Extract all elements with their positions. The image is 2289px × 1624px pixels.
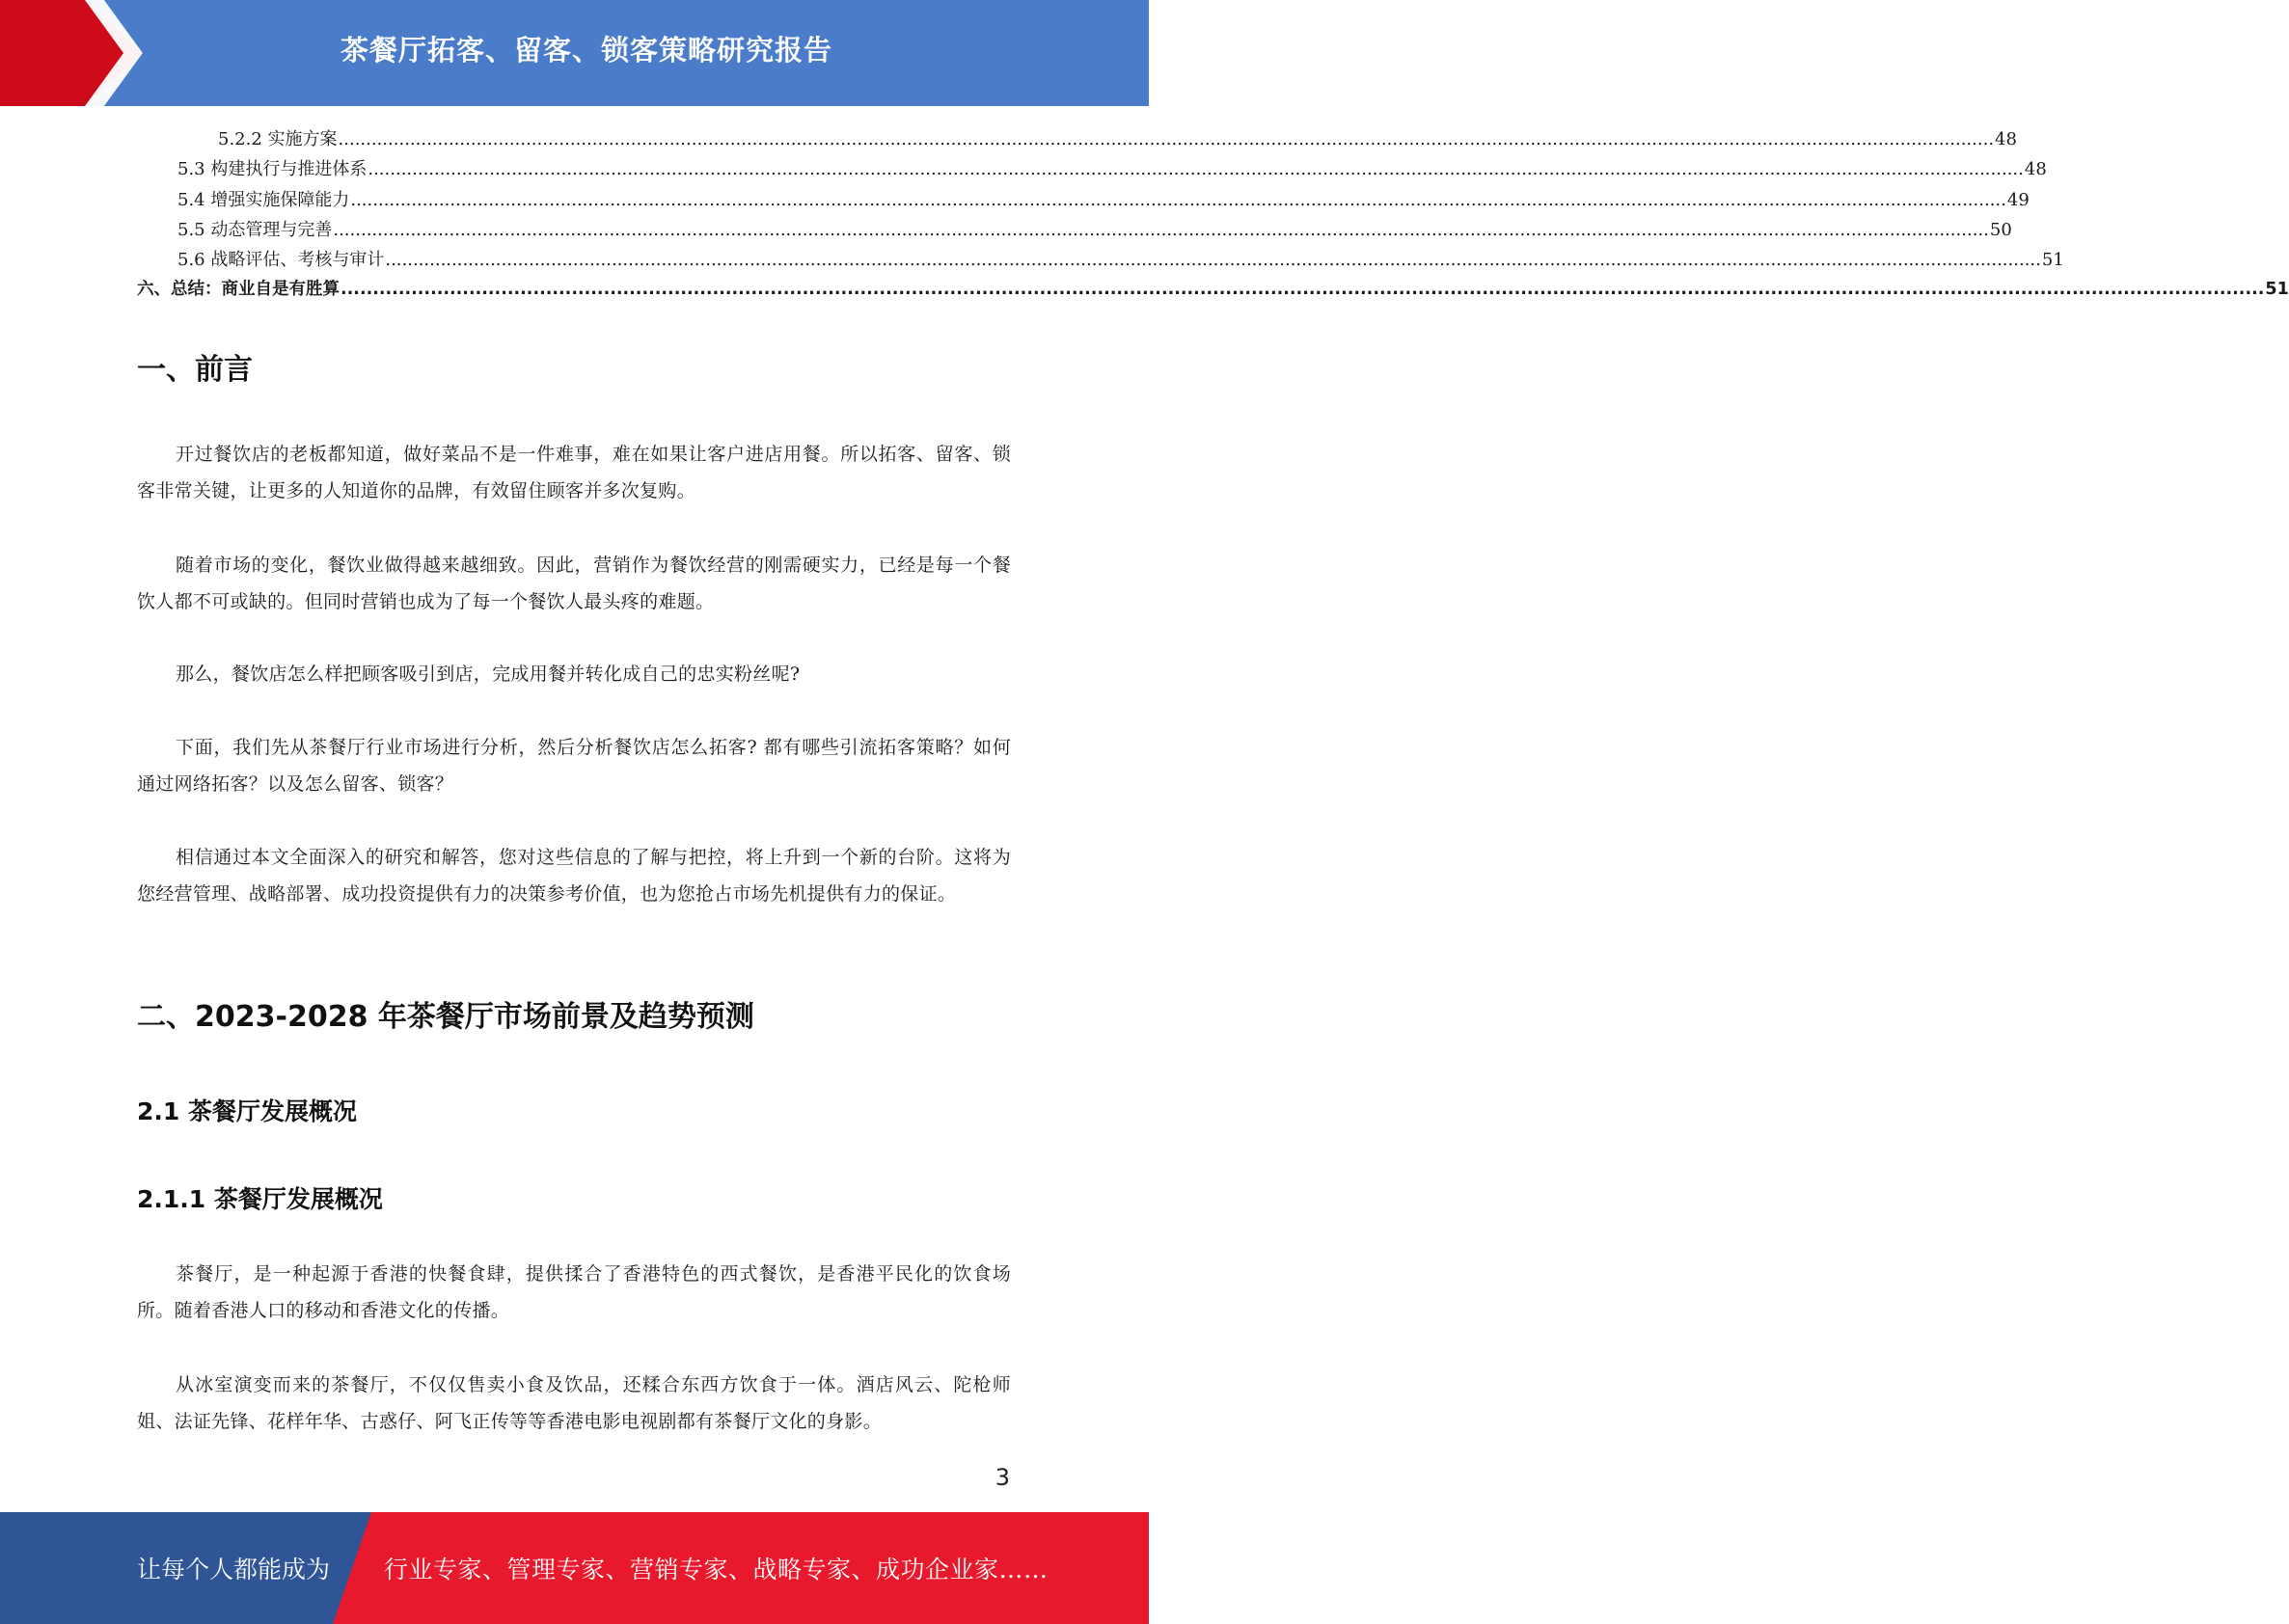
preface-paragraph-5: 相信通过本文全面深入的研究和解答，您对这些信息的了解与把控，将上升到一个新的台阶。这将为您经营管理、战略部署、成功投资提供有力的决策参考价值，也为您抢占市场先机提供有力的保证。 (137, 847, 1011, 905)
toc-entry-page: 48 (2024, 159, 2047, 180)
toc-entry-page: 49 (2006, 189, 2030, 210)
toc-leader-dots: ............................................................................................................................................................................................................................................................................................................ (350, 189, 2006, 210)
toc-entry-page: 50 (1989, 219, 2012, 240)
toc-entry[interactable] (137, 216, 2012, 246)
toc-entry-page: 51 (2265, 280, 2289, 300)
toc-entry-label: 5.3 构建执行与推进体系 (177, 159, 368, 180)
toc-entry-page: 48 (1995, 129, 2017, 149)
subsection-heading-2-1-1: 2.1.1 茶餐厅发展概况 (137, 1185, 383, 1213)
toc-leader-dots: ............................................................................................................................................................................................................................................................................................................ (385, 250, 2041, 271)
toc-leader-dots: ............................................................................................................................................................................................................................................................................................................ (368, 159, 2024, 180)
toc-entry[interactable] (137, 155, 2047, 185)
toc-entry-label: 六、总结：商业自是有胜算 (137, 280, 340, 300)
toc-entry-label: 5.6 战略评估、考核与审计 (177, 250, 385, 271)
toc-entry-label: 5.5 动态管理与完善 (177, 219, 333, 240)
subsection-heading-2-1: 2.1 茶餐厅发展概况 (137, 1097, 357, 1125)
toc-leader-dots: ............................................................................................................................................................................................................................................................................................................ (333, 219, 1989, 240)
page-footer (0, 1512, 1149, 1624)
preface-paragraph-4: 下面，我们先从茶餐厅行业市场进行分析，然后分析餐饮店怎么拓客? 都有哪些引流拓客策略？如何通过网络拓客？以及怎么留客、锁客？ (137, 737, 1011, 795)
preface-paragraph-3: 那么，餐饮店怎么样把顾客吸引到店，完成用餐并转化成自己的忠实粉丝呢? (176, 663, 801, 685)
table-of-contents (137, 125, 2289, 307)
footer-slogan-right: 行业专家、管理专家、营销专家、战略专家、成功企业家…… (384, 1556, 1049, 1583)
toc-entry[interactable] (137, 276, 2289, 306)
toc-entry[interactable] (137, 246, 2064, 276)
page-header (0, 0, 1149, 106)
section-heading-preface: 一、前言 (137, 353, 253, 387)
footer-slogan-left: 让每个人都能成为 (137, 1556, 331, 1583)
toc-entry[interactable] (137, 186, 2030, 216)
preface-paragraph-2: 随着市场的变化，餐饮业做得越来越细致。因此，营销作为餐饮经营的刚需硬实力，已经是每一个餐饮人都不可或缺的。但同时营销也成为了每一个餐饮人最头疼的难题。 (137, 555, 1011, 612)
toc-leader-dots: ............................................................................................................................................................................................................................................................................................................ (338, 129, 1995, 149)
document-title: 茶餐厅拓客、留客、锁客策略研究报告 (340, 33, 832, 67)
preface-paragraph-1: 开过餐饮店的老板都知道，做好菜品不是一件难事，难在如果让客户进店用餐。所以拓客、留客、锁客非常关键，让更多的人知道你的品牌，有效留住顾客并多次复购。 (137, 444, 1011, 501)
overview-paragraph-1: 茶餐厅，是一种起源于香港的快餐食肆，提供揉合了香港特色的西式餐饮，是香港平民化的饮食场所。随着香港人口的移动和香港文化的传播。 (137, 1263, 1011, 1321)
overview-paragraph-2: 从冰室演变而来的茶餐厅，不仅仅售卖小食及饮品，还糅合东西方饮食于一体。酒店风云、陀枪师姐、法证先锋、花样年华、古惑仔、阿飞正传等等香港电影电视剧都有茶餐厅文化的身影。 (137, 1374, 1011, 1432)
page-number: 3 (995, 1464, 1010, 1491)
toc-entry[interactable] (137, 125, 2017, 155)
toc-leader-dots: ............................................................................................................................................................................................................................................................................................................ (341, 280, 2265, 300)
toc-entry-page: 51 (2041, 250, 2064, 271)
section-heading-market-outlook: 二、2023-2028 年茶餐厅市场前景及趋势预测 (137, 1000, 754, 1034)
toc-entry-label: 5.4 增强实施保障能力 (177, 189, 350, 210)
toc-entry-label: 5.2.2 实施方案 (218, 129, 338, 149)
